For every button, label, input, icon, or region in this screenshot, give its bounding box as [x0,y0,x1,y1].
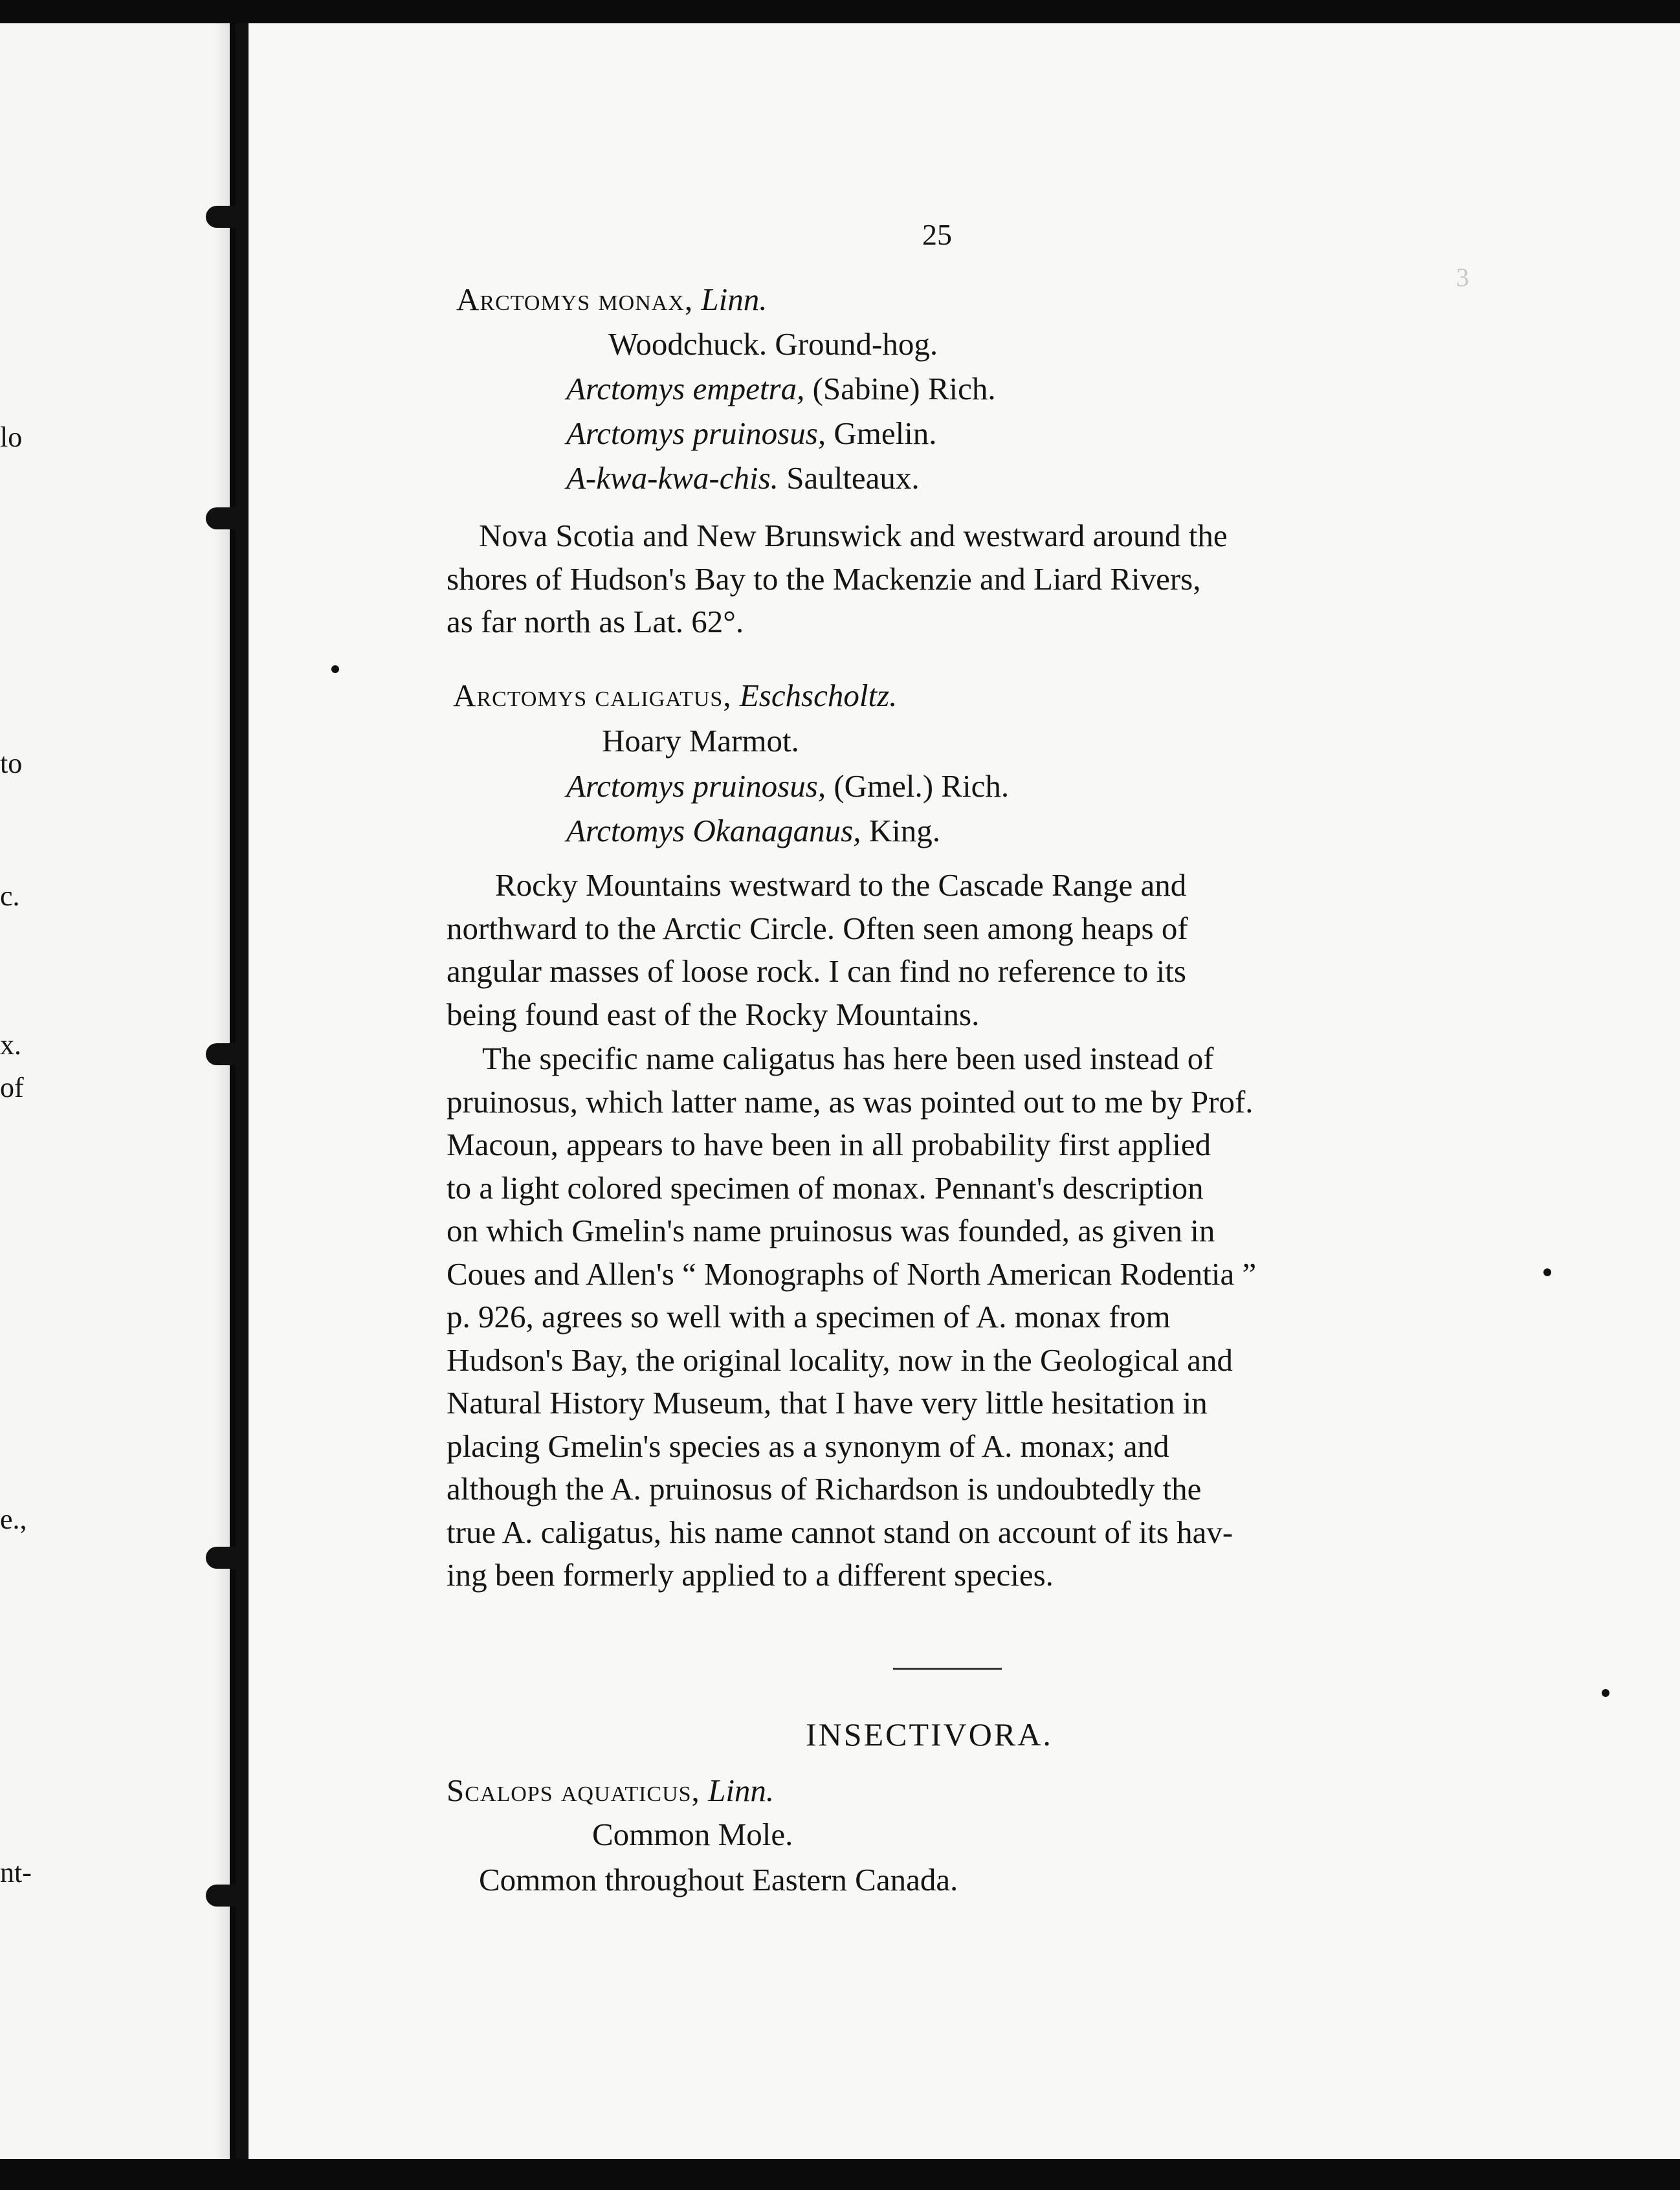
left-fragment: of [0,1072,24,1103]
synonym-name: A-kwa-kwa-chis. [566,460,779,496]
text-line: on which Gmelin's name pruinosus was founded, as given in [447,1213,1215,1248]
species-heading-scalops [447,1775,774,1806]
synonym-authority: (Gmel.) Rich. [834,768,1010,804]
left-fragment: nt- [0,1857,32,1888]
synonym-name: Arctomys empetra, [566,371,805,406]
range-line-scalops: Common throughout Eastern Canada. [479,1862,958,1897]
text-line: Nova Scotia and New Brunswick and westward around the [479,518,1228,553]
text-line: angular masses of loose rock. I can find no reference to its [447,953,1186,989]
text-line: being found east of the Rocky Mountains. [447,996,980,1032]
ink-speck [1602,1689,1609,1697]
synonym-authority: (Sabine) Rich. [812,371,996,406]
ink-speck [1543,1268,1551,1276]
synonym [566,417,937,449]
text-line: as far north as Lat. 62°. [447,604,744,639]
note-paragraph-caligatus [447,1037,1453,1597]
genus-name: Scalops [447,1773,553,1808]
authority: Linn. [701,282,768,317]
left-page [0,23,230,2159]
synonym-name: Arctomys pruinosus, [566,415,826,451]
text-line: placing Gmelin's species as a synonym of A. monax; and [447,1428,1169,1464]
text-line: Natural History Museum, that I have very little hesitation in [447,1385,1208,1421]
genus-name: Arctomys [456,282,591,317]
text-line: shores of Hudson's Bay to the Mackenzie and Liard Rivers, [447,560,1201,597]
range-paragraph-caligatus [447,864,1453,1036]
ink-speck [331,665,339,673]
synonym [566,770,1009,802]
common-name: Hoary Marmot. [602,723,799,758]
synonym [566,373,996,404]
common-name: Common Mole. [592,1817,793,1852]
left-fragment: lo [0,421,23,453]
synonym-name: Arctomys Okanaganus, [566,813,861,848]
text-line: Coues and Allen's “ Monographs of North American Rodentia ” [447,1255,1257,1292]
left-fragment: x. [0,1029,21,1061]
synonym [566,815,940,846]
species-name: monax, [598,282,694,317]
left-fragment: to [0,747,23,779]
text-line: ing been formerly applied to a different species. [447,1557,1054,1593]
text-line: pruinosus, which latter name, as was pointed out to me by Prof. [447,1083,1254,1120]
synonym [566,462,920,494]
synonym-authority: King. [868,813,940,848]
range-paragraph-monax [447,514,1453,644]
page-number: 25 [922,218,952,251]
genus-name: Arctomys [453,678,588,713]
section-heading: INSECTIVORA. [806,1716,1053,1753]
section-divider [893,1668,1002,1670]
common-name: Woodchuck. Ground-hog. [608,326,938,362]
text-line: Macoun, appears to have been in all probability first applied [447,1127,1211,1162]
text-line: northward to the Arctic Circle. Often seen among heaps of [447,910,1188,946]
text-line: to a light colored specimen of monax. Pennant's description [447,1169,1204,1206]
species-heading-monax [456,283,767,315]
text-line: although the A. pruinosus of Richardson is undoubtedly the [447,1471,1202,1507]
authority: Eschscholtz. [739,678,898,713]
text-line: true A. caligatus, his name cannot stand on account of its hav- [447,1514,1233,1550]
text-line: Hudson's Bay, the original locality, now in the Geological and [447,1342,1233,1378]
text-line: Rocky Mountains westward to the Cascade Range and [495,867,1187,903]
species-heading-caligatus [453,680,897,711]
left-fragment: e., [0,1503,27,1535]
synonym-authority: Saulteaux. [786,460,920,496]
left-fragment: c. [0,880,20,912]
text-line: The specific name caligatus has here been used instead of [482,1041,1214,1076]
species-name: aquaticus, [560,1773,700,1808]
margin-mark: 3 [1456,263,1469,292]
text-line: p. 926, agrees so well with a specimen of A. monax from [447,1299,1171,1334]
synonym-authority: Gmelin. [834,415,937,451]
authority: Linn. [708,1773,775,1808]
synonym-name: Arctomys pruinosus, [566,768,826,804]
binding-spine [236,23,249,2159]
species-name: caligatus, [595,678,732,713]
